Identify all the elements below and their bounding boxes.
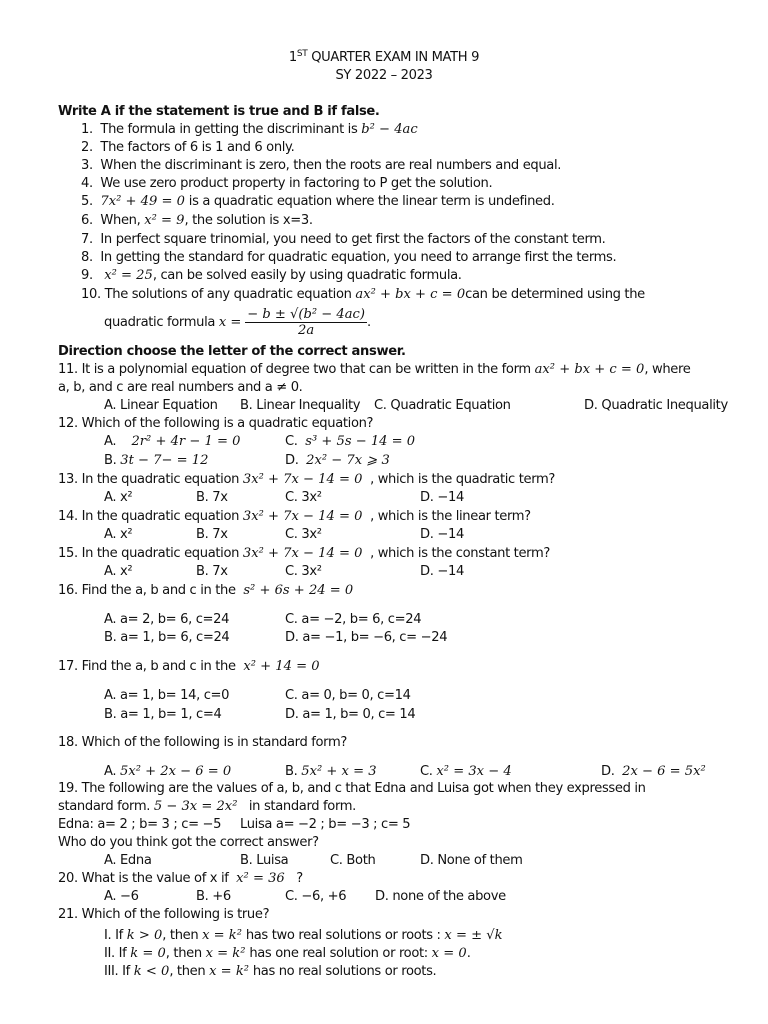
quadratic-formula-line: quadratic formula x = $\frac{\text{− b ± √(b² − 4ac)}}{2a}$ .: [104, 307, 371, 338]
choice: B. a= 1, b= 6, c=24: [104, 630, 230, 645]
question-19-cont: standard form. 5 − 3x = 2x² in standard form.: [58, 799, 356, 814]
question-15: 15. In the quadratic equation 3x² + 7x − 14 = 0 , which is the constant term?: [58, 546, 550, 561]
choice: D. None of them: [420, 853, 523, 868]
choice: C. Both: [330, 853, 376, 868]
choice: B. +6: [196, 889, 231, 904]
list-item: 2. The factors of 6 is 1 and 6 only.: [81, 140, 295, 155]
choice: A. a= 1, b= 14, c=0: [104, 688, 230, 703]
choice: A. x²: [104, 527, 133, 542]
choice: D. −14: [420, 527, 464, 542]
list-item: 5. 7x² + 49 = 0 is a quadratic equation where the linear term is undefined.: [81, 194, 555, 209]
choice: C. x² = 3x − 4: [420, 764, 512, 779]
school-year: SY 2022 – 2023: [335, 68, 433, 83]
choice: D. 2x² − 7x ⩾ 3: [285, 453, 390, 468]
choice: A. 2r² + 4r − 1 = 0: [104, 434, 241, 449]
quadratic-formula-fraction: $\frac{\text{− b ± √(b² − 4ac)}}{2a}$: [247, 307, 365, 338]
statement-ii: II. If k = 0, then x = k² has one real solution or root: x = 0.: [104, 946, 471, 961]
question-20: 20. What is the value of x if x² = 36 ?: [58, 871, 303, 886]
choice: C. 3x²: [285, 490, 322, 505]
question-18: 18. Which of the following is in standard form?: [58, 735, 347, 750]
list-item: 10. The solutions of any quadratic equation ax² + bx + c = 0can be determined using the: [81, 287, 645, 302]
choice: B. Linear Inequality: [240, 398, 361, 413]
statement-i: I. If k > 0, then x = k² has two real solutions or roots : x = ± √k: [104, 928, 503, 943]
part2-instruction: Direction choose the letter of the correct answer.: [58, 344, 406, 359]
choice: D. a= 1, b= 0, c= 14: [285, 707, 416, 722]
choice: B. 7x: [196, 564, 228, 579]
list-item: 1. The formula in getting the discriminant is b² − 4ac: [81, 122, 418, 137]
question-19-prompt: Who do you think got the correct answer?: [58, 835, 319, 850]
choice: D. 2x − 6 = 5x²: [601, 764, 706, 779]
choice: D. Quadratic Inequality: [584, 398, 728, 413]
choice: C. −6, +6: [285, 889, 347, 904]
list-item: 6. When, x² = 9, the solution is x=3.: [81, 213, 313, 228]
question-21: 21. Which of the following is true?: [58, 907, 270, 922]
choice: C. s³ + 5s − 14 = 0: [285, 434, 416, 449]
choice: C. Quadratic Equation: [374, 398, 511, 413]
choice: B. a= 1, b= 1, c=4: [104, 707, 222, 722]
choice: D. a= −1, b= −6, c= −24: [285, 630, 448, 645]
question-14: 14. In the quadratic equation 3x² + 7x − 14 = 0 , which is the linear term?: [58, 509, 531, 524]
question-11: 11. It is a polynomial equation of degree two that can be written in the form ax² + bx + c = 0, where: [58, 362, 691, 377]
choice: A. 5x² + 2x − 6 = 0: [104, 764, 232, 779]
choice: C. 3x²: [285, 564, 322, 579]
choice: A. Edna: [104, 853, 152, 868]
choice: A. x²: [104, 490, 133, 505]
edna-answer: Edna: a= 2 ; b= 3 ; c= −5: [58, 817, 222, 832]
choice: A. −6: [104, 889, 139, 904]
choice: D. −14: [420, 490, 464, 505]
question-19: 19. The following are the values of a, b, and c that Edna and Luisa got when they expressed in: [58, 781, 646, 796]
choice: B. 7x: [196, 490, 228, 505]
list-item: 4. We use zero product property in factoring to P get the solution.: [81, 176, 493, 191]
exam-title: 1ST QUARTER EXAM IN MATH 9: [288, 49, 480, 65]
luisa-answer: Luisa a= −2 ; b= −3 ; c= 5: [240, 817, 411, 832]
part1-instruction: Write A if the statement is true and B if false.: [58, 104, 380, 119]
question-12: 12. Which of the following is a quadratic equation?: [58, 416, 374, 431]
choice: B. 7x: [196, 527, 228, 542]
choice: B. 3t − 7− = 12: [104, 453, 209, 468]
question-16: 16. Find the a, b and c in the s² + 6s + 24 = 0: [58, 583, 354, 598]
question-11-cont: a, b, and c are real numbers and a ≠ 0.: [58, 380, 303, 395]
choice: C. a= 0, b= 0, c=14: [285, 688, 411, 703]
choice: B. Luisa: [240, 853, 289, 868]
choice: D. −14: [420, 564, 464, 579]
list-item: 7. In perfect square trinomial, you need to get first the factors of the constant term.: [81, 232, 606, 247]
choice: C. a= −2, b= 6, c=24: [285, 612, 422, 627]
question-13: 13. In the quadratic equation 3x² + 7x − 14 = 0 , which is the quadratic term?: [58, 472, 556, 487]
list-item: 3. When the discriminant is zero, then the roots are real numbers and equal.: [81, 158, 562, 173]
choice: A. a= 2, b= 6, c=24: [104, 612, 230, 627]
statement-iii: III. If k < 0, then x = k² has no real solutions or roots.: [104, 964, 437, 979]
question-17: 17. Find the a, b and c in the x² + 14 = 0: [58, 659, 320, 674]
choice: B. 5x² + x = 3: [285, 764, 377, 779]
choice: D. none of the above: [375, 889, 506, 904]
choice: A. Linear Equation: [104, 398, 218, 413]
list-item: 8. In getting the standard for quadratic equation, you need to arrange first the terms.: [81, 250, 617, 265]
list-item: 9. x² = 25, can be solved easily by using quadratic formula.: [81, 268, 462, 283]
choice: C. 3x²: [285, 527, 322, 542]
choice: A. x²: [104, 564, 133, 579]
